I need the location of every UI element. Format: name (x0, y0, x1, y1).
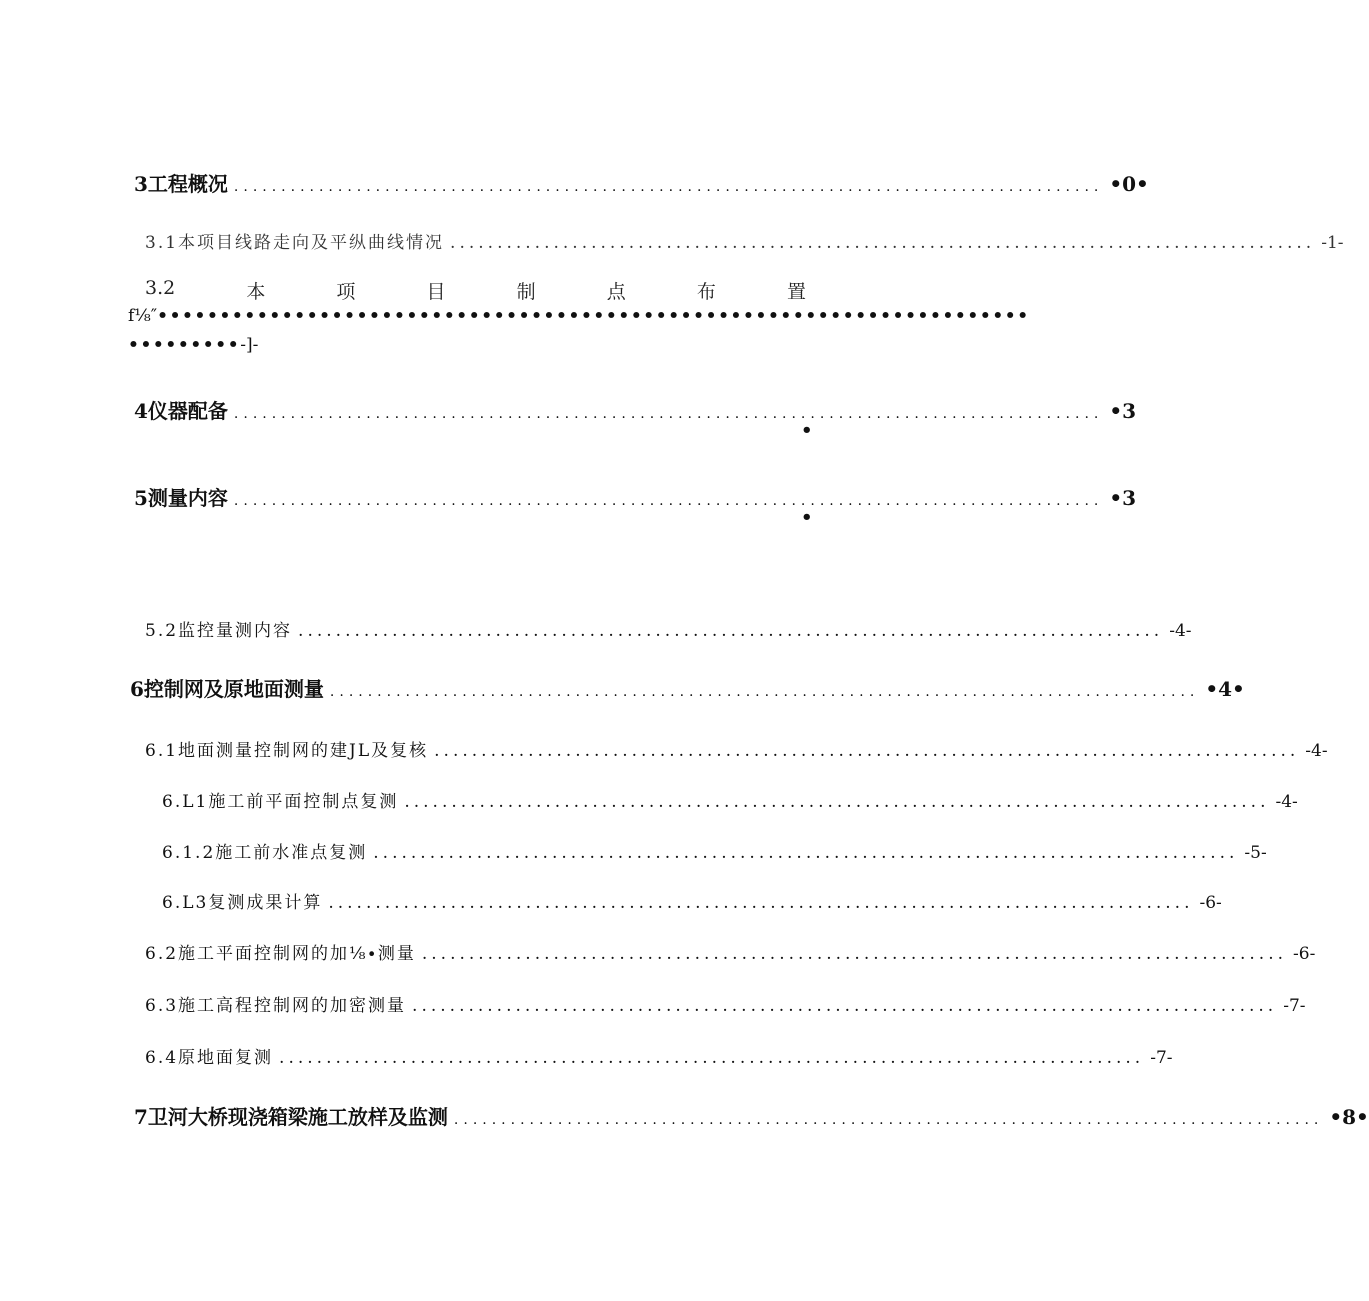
toc-entry-label: 5测量内容 (134, 486, 228, 510)
toc-page-number: -]- (240, 335, 259, 355)
dot-leader: ............................................................................................ (450, 233, 1316, 253)
dot-leader: ............................................................................................ (453, 1112, 1324, 1128)
toc-entry-label: 6.4原地面复测 (145, 1048, 274, 1068)
toc-entry-label: 6.L3复测成果计算 (162, 893, 323, 913)
dot-leader: ............................................................................................ (233, 493, 1104, 509)
dot-leader: ............................................................................................ (434, 741, 1300, 761)
toc-entry-word: 点 (606, 281, 626, 303)
toc-entry-3-2-leader (128, 306, 1030, 326)
toc-entry-word: 制 (516, 281, 536, 303)
dot-leader: ............................................................................................ (328, 893, 1194, 913)
toc-entry-6-4[interactable] (145, 1043, 1173, 1068)
toc-entry-label: 5.2监控量测内容 (145, 621, 293, 641)
bullet-leader: •••••••••••••••••••••••••••••••••••••••••••••••••••••••••••••••••••••• (157, 306, 1030, 326)
toc-page-number: -4- (1275, 792, 1298, 812)
toc-page-continuation: • (801, 420, 813, 441)
dot-leader: ............................................................................................ (329, 684, 1200, 700)
toc-page-number: •3 (1109, 399, 1137, 423)
toc-entry-label: 6.L1施工前平面控制点复测 (162, 792, 399, 812)
toc-entry-label: 6.2施工平面控制网的加⅛∙测量 (145, 944, 416, 964)
garbled-text: f⅛″ (128, 306, 158, 326)
dot-leader: ............................................................................................ (233, 179, 1104, 195)
toc-entry-6-3[interactable] (145, 991, 1306, 1016)
toc-entry-5-2[interactable] (145, 616, 1192, 641)
toc-entry-3-2-tail (128, 335, 328, 355)
toc-entry-6[interactable] (130, 673, 1245, 702)
toc-entry-6-1-2[interactable] (162, 838, 1267, 863)
toc-entry-6-1[interactable] (145, 736, 1328, 761)
toc-entry-4[interactable] (134, 395, 1137, 424)
toc-entry-3-1[interactable] (145, 228, 1344, 253)
bullet-leader: ••••••••• (128, 335, 241, 355)
toc-page-number: •3 (1109, 486, 1137, 510)
dot-leader: ............................................................................................ (421, 944, 1288, 964)
toc-page-number: -4- (1169, 621, 1192, 641)
dot-leader: ............................................................................................ (412, 996, 1278, 1016)
toc-page-number: •8• (1329, 1105, 1369, 1129)
toc-entry-label: 3工程概况 (134, 172, 228, 196)
toc-entry-label: 6.1地面测量控制网的建JL及复核 (145, 741, 429, 761)
toc-entry-label: 7卫河大桥现浇箱梁施工放样及监测 (134, 1105, 448, 1129)
toc-entry-label: 3.1本项目线路走向及平纵曲线情况 (145, 233, 445, 253)
toc-page-number: -7- (1283, 996, 1306, 1016)
toc-page-number: -6- (1199, 893, 1222, 913)
dot-leader: ............................................................................................ (298, 621, 1164, 641)
toc-page-number: -6- (1293, 944, 1316, 964)
toc-page-number: -5- (1244, 843, 1267, 863)
toc-page-number: -7- (1150, 1048, 1173, 1068)
toc-entry-word: 本 (246, 281, 266, 303)
toc-page-number: •0• (1109, 172, 1149, 196)
toc-entry-7[interactable] (134, 1101, 1369, 1130)
toc-entry-6-1-1[interactable] (162, 787, 1298, 812)
toc-entry-6-2[interactable] (145, 939, 1316, 964)
toc-entry-3[interactable] (134, 168, 1149, 197)
toc-page-continuation: • (801, 507, 813, 528)
dot-leader: ............................................................................................ (404, 792, 1270, 812)
dot-leader: ............................................................................................ (233, 406, 1104, 422)
toc-entry-label: 6.3施工高程控制网的加密测量 (145, 996, 407, 1016)
toc-entry-word: 项 (336, 281, 356, 303)
toc-entry-word: 3.2 (145, 277, 176, 299)
toc-entry-3-2[interactable] (145, 277, 806, 304)
toc-entry-word: 置 (786, 281, 806, 303)
toc-page-number: -1- (1321, 233, 1344, 253)
dot-leader: ............................................................................................ (279, 1048, 1145, 1068)
toc-entry-label: 6控制网及原地面测量 (130, 677, 324, 701)
toc-page-number: -4- (1305, 741, 1328, 761)
toc-entry-label: 4仪器配备 (134, 399, 228, 423)
toc-entry-6-1-3[interactable] (162, 888, 1222, 913)
toc-entry-label: 6.1.2施工前水准点复测 (162, 843, 368, 863)
toc-entry-word: 目 (426, 281, 446, 303)
toc-entry-word: 布 (696, 281, 716, 303)
dot-leader: ............................................................................................ (373, 843, 1239, 863)
toc-entry-5[interactable] (134, 482, 1137, 511)
toc-page-number: •4• (1205, 677, 1245, 701)
